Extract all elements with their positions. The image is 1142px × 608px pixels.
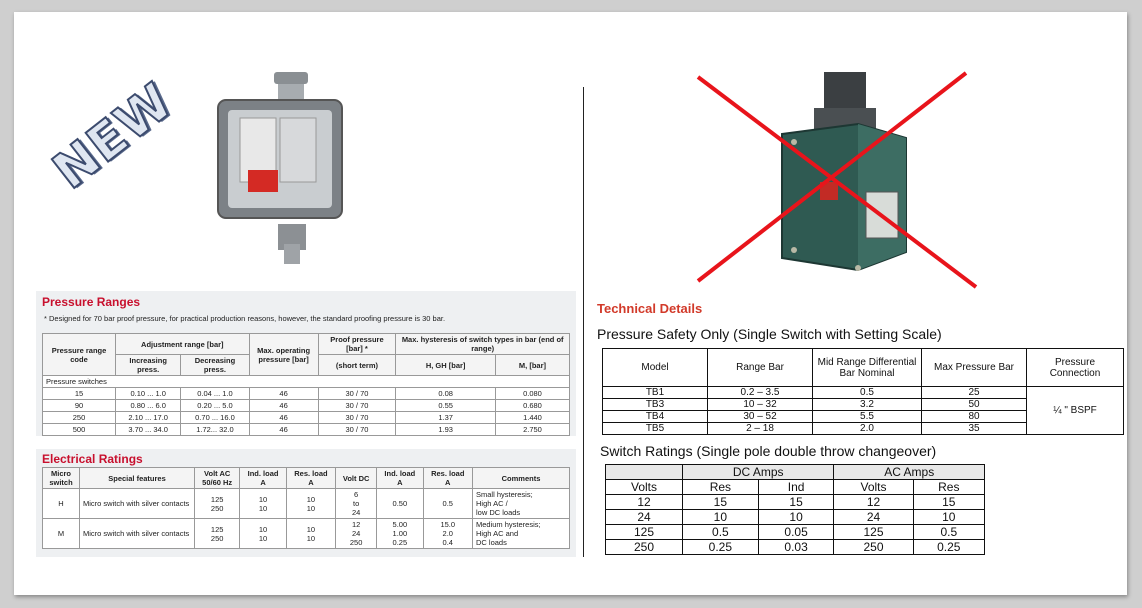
cell [473, 519, 570, 549]
value: 6 [354, 490, 359, 499]
discontinued-cross-icon [684, 67, 994, 297]
cell: 0.70 ... 16.0 [181, 412, 249, 424]
pressure-safety-table [602, 348, 1124, 435]
cell: 0.10 ... 1.0 [116, 388, 181, 400]
col-dc-res-load [423, 468, 472, 489]
value: DC loads [476, 538, 507, 547]
cell: 35 [922, 423, 1027, 435]
value: 10 [258, 524, 268, 534]
group-label: Pressure switches [43, 376, 570, 388]
column-divider [583, 87, 584, 557]
cell: 500 [43, 424, 116, 436]
col-range: Range Bar [708, 349, 813, 387]
cell: 5.5 [813, 411, 922, 423]
cell: 0.080 [495, 388, 569, 400]
cell: 0.50 [377, 489, 423, 519]
cell: 1.440 [495, 412, 569, 424]
col-hyst-m: M, [bar] [495, 355, 569, 376]
value: 125 [210, 494, 224, 504]
cell: 0.5 [683, 525, 759, 540]
cell: 25 [922, 387, 1027, 399]
cell: 10 – 32 [708, 399, 813, 411]
col-hysteresis: Max. hysteresis of switch types in bar (end of range) [396, 334, 570, 355]
cell: 0.04 ... 1.0 [181, 388, 249, 400]
cell: 10 [913, 510, 984, 525]
cell: 46 [249, 412, 318, 424]
new-stamp: NEW [42, 71, 184, 201]
value: High AC and [476, 529, 519, 538]
cell: 0.5 [423, 489, 472, 519]
cell [195, 519, 240, 549]
cell: 10 [758, 510, 834, 525]
cell: 80 [922, 411, 1027, 423]
cell [240, 519, 286, 549]
cell: 0.25 [913, 540, 984, 555]
col-decreasing: Decreasing press. [181, 355, 249, 376]
cell: 0.680 [495, 400, 569, 412]
col-micro: Micro switch [43, 468, 80, 489]
table-row [606, 525, 985, 540]
cell: 30 / 70 [318, 412, 396, 424]
col-max-pressure: Max Pressure Bar [922, 349, 1027, 387]
cell: 10 [683, 510, 759, 525]
value: 2.0 [442, 529, 453, 538]
ind-load-label: Ind. load [247, 469, 279, 478]
cell: 46 [249, 424, 318, 436]
cell: Micro switch with silver contacts [80, 519, 195, 549]
table-row [606, 510, 985, 525]
cell [286, 489, 335, 519]
volt-ac-label: Volt AC [204, 469, 231, 478]
value: low DC loads [476, 508, 521, 517]
value: High AC / [476, 499, 508, 508]
cell: 15 [683, 495, 759, 510]
table-row [606, 540, 985, 555]
document-sheet [14, 12, 1127, 595]
value: 0.4 [442, 538, 453, 547]
electrical-ratings-section [36, 449, 576, 557]
cell: 2.10 ... 17.0 [116, 412, 181, 424]
cell: 15 [43, 388, 116, 400]
col-mid-range: Mid Range Differential Bar Nominal [813, 349, 922, 387]
value: to [353, 499, 360, 508]
res-load-label: Res. load [431, 469, 465, 478]
col-proof-sub: (short term) [318, 355, 396, 376]
cell: 46 [249, 400, 318, 412]
col-ind-load [240, 468, 286, 489]
cell: 1.72... 32.0 [181, 424, 249, 436]
table-row [603, 387, 1124, 399]
value: 5.00 [392, 520, 408, 529]
unit-a: A [445, 478, 451, 487]
cell: 15 [758, 495, 834, 510]
ac-amps-header: AC Amps [834, 465, 985, 480]
cell: Micro switch with silver contacts [80, 489, 195, 519]
cell [195, 489, 240, 519]
cell: 12 [606, 495, 683, 510]
cell: M [43, 519, 80, 549]
cell: TB5 [603, 423, 708, 435]
value: 24 [351, 529, 361, 538]
pressure-safety-title: Pressure Safety Only (Single Switch with Setting Scale) [597, 326, 942, 342]
pressure-ranges-table [42, 333, 570, 436]
cell [240, 489, 286, 519]
value: 250 [349, 538, 363, 547]
cell: 125 [834, 525, 913, 540]
col-volts-ac: Volts [834, 480, 913, 495]
cell [336, 519, 377, 549]
cell: 12 [834, 495, 913, 510]
value: 250 [210, 533, 224, 543]
col-res-ac: Res [913, 480, 984, 495]
connection-cell: ¼ " BSPF [1027, 387, 1124, 435]
cell: 0.55 [396, 400, 496, 412]
value: 10 [258, 533, 268, 543]
cell: 30 / 70 [318, 400, 396, 412]
value: 1.00 [392, 529, 408, 538]
table-row [43, 412, 570, 424]
table-row [43, 400, 570, 412]
cell: H [43, 489, 80, 519]
ind-load-label: Ind. load [384, 469, 416, 478]
cell: 50 [922, 399, 1027, 411]
cell: 0.80 ... 6.0 [116, 400, 181, 412]
cell: 30 / 70 [318, 388, 396, 400]
res-load-label: Res. load [294, 469, 328, 478]
cell: 250 [834, 540, 913, 555]
cell: 250 [606, 540, 683, 555]
volt-ac-sub: 50/60 Hz [202, 478, 233, 487]
cell: 0.03 [758, 540, 834, 555]
table-row [43, 388, 570, 400]
col-features: Special features [80, 468, 195, 489]
col-max-operating: Max. operating pressure [bar] [249, 334, 318, 376]
col-res-dc: Res [683, 480, 759, 495]
value: 12 [351, 520, 361, 529]
unit-a: A [260, 478, 266, 487]
col-ind-dc: Ind [758, 480, 834, 495]
blank-header [606, 465, 683, 480]
cell [286, 519, 335, 549]
unit-a: A [397, 478, 403, 487]
cell: 3.2 [813, 399, 922, 411]
value: 24 [351, 508, 361, 517]
cell: 1.37 [396, 412, 496, 424]
cell: 46 [249, 388, 318, 400]
cell: 0.20 ... 5.0 [181, 400, 249, 412]
cell: 90 [43, 400, 116, 412]
col-model: Model [603, 349, 708, 387]
col-volts-dc: Volts [606, 480, 683, 495]
col-volt-ac [195, 468, 240, 489]
col-volt-dc: Volt DC [336, 468, 377, 489]
dc-amps-header: DC Amps [683, 465, 834, 480]
col-comments: Comments [473, 468, 570, 489]
table-row [43, 424, 570, 436]
electrical-ratings-title: Electrical Ratings [42, 452, 143, 466]
value: 10 [306, 494, 316, 504]
col-dc-ind-load [377, 468, 423, 489]
cell: TB4 [603, 411, 708, 423]
cell: 0.2 – 3.5 [708, 387, 813, 399]
cell: 30 – 52 [708, 411, 813, 423]
pressure-ranges-note: * Designed for 70 bar proof pressure, for practical production reasons, however, the standard proofing pressure is 30 bar. [44, 314, 446, 323]
col-connection: Pressure Connection [1027, 349, 1124, 387]
value: Small hysteresis; [476, 490, 533, 499]
cell: 0.25 [683, 540, 759, 555]
col-hyst-h: H, GH [bar] [396, 355, 496, 376]
value: 15.0 [440, 520, 456, 529]
cell [377, 519, 423, 549]
col-adjustment: Adjustment range [bar] [116, 334, 250, 355]
col-res-load [286, 468, 335, 489]
cell: 2 – 18 [708, 423, 813, 435]
cell: 0.5 [913, 525, 984, 540]
cell: 24 [834, 510, 913, 525]
col-proof: Proof pressure [bar] * [318, 334, 396, 355]
cell: 2.750 [495, 424, 569, 436]
cell: 0.05 [758, 525, 834, 540]
new-pressure-switch-image [214, 72, 354, 267]
value: 10 [306, 533, 316, 543]
cell: TB3 [603, 399, 708, 411]
cell [423, 519, 472, 549]
value: 10 [306, 503, 316, 513]
cell: 0.08 [396, 388, 496, 400]
cell: 15 [913, 495, 984, 510]
value: 250 [210, 503, 224, 513]
table-row [606, 495, 985, 510]
switch-ratings-table [605, 464, 985, 555]
cell: 2.0 [813, 423, 922, 435]
value: 10 [258, 494, 268, 504]
value: 125 [210, 524, 224, 534]
cell: 125 [606, 525, 683, 540]
table-row [43, 489, 570, 519]
pressure-ranges-section [36, 291, 576, 436]
unit-a: A [308, 478, 314, 487]
table-row [43, 519, 570, 549]
cell [336, 489, 377, 519]
cell: 1.93 [396, 424, 496, 436]
value: Medium hysteresis; [476, 520, 541, 529]
value: 10 [306, 524, 316, 534]
cell: 250 [43, 412, 116, 424]
cell [473, 489, 570, 519]
value: 10 [258, 503, 268, 513]
cell: TB1 [603, 387, 708, 399]
value: 0.25 [392, 538, 408, 547]
electrical-ratings-table [42, 467, 570, 549]
cell: 30 / 70 [318, 424, 396, 436]
technical-details-title: Technical Details [597, 301, 703, 316]
cell: 3.70 ... 34.0 [116, 424, 181, 436]
pressure-ranges-title: Pressure Ranges [42, 295, 141, 309]
col-increasing: Increasing press. [116, 355, 181, 376]
switch-ratings-title: Switch Ratings (Single pole double throw changeover) [600, 443, 937, 459]
cell: 0.5 [813, 387, 922, 399]
cell: 24 [606, 510, 683, 525]
col-code: Pressure range code [43, 334, 116, 376]
